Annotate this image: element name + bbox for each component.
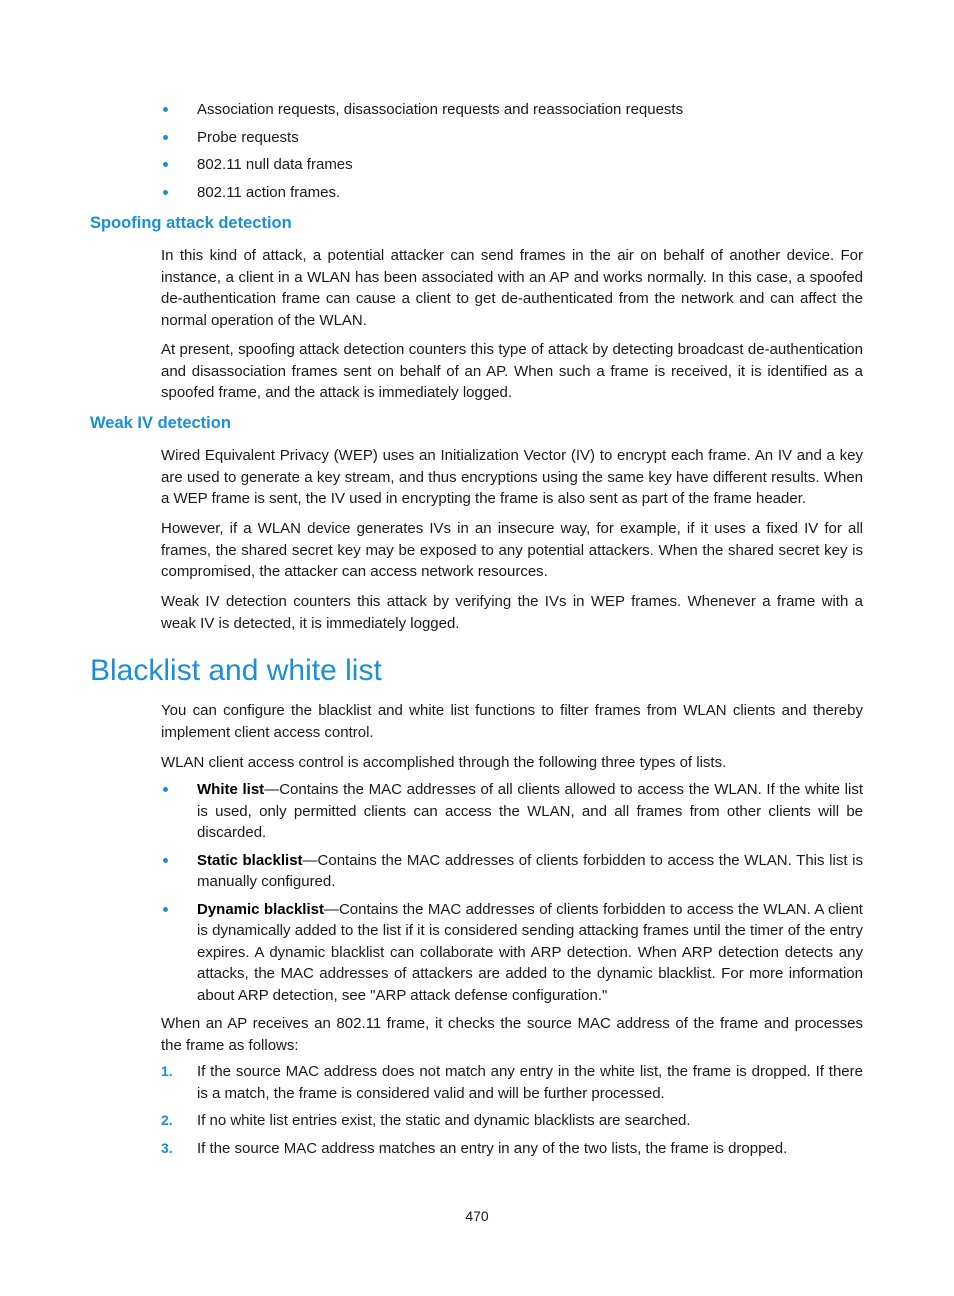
section-heading-weak-iv: Weak IV detection xyxy=(90,414,231,432)
paragraph: However, if a WLAN device generates IVs in an insecure way, for example, if it uses a fixed IV for all frames, the shared secret key may be exposed to any potential attackers. When the shared secret key is compromised, the attacker can access network resources. xyxy=(161,520,863,580)
bullet-icon xyxy=(163,907,168,912)
processing-steps xyxy=(161,1061,863,1159)
list-item xyxy=(161,154,863,176)
top-bullet-list xyxy=(161,99,863,203)
step-number: 3. xyxy=(161,1139,173,1156)
step-item xyxy=(161,1110,863,1132)
bullet-icon xyxy=(163,135,168,140)
bullet-icon xyxy=(163,787,168,792)
list-item xyxy=(161,850,863,893)
step-text: If no white list entries exist, the static and dynamic blacklists are searched. xyxy=(197,1112,691,1129)
term: Dynamic blacklist xyxy=(197,900,324,918)
bullet-icon xyxy=(163,190,168,195)
list-item xyxy=(161,127,863,149)
list-types xyxy=(161,779,863,1006)
list-item xyxy=(161,99,863,121)
step-number: 1. xyxy=(161,1063,173,1079)
term: White list xyxy=(197,781,265,798)
list-item xyxy=(161,899,863,1007)
paragraph: Weak IV detection counters this attack by verifying the IVs in WEP frames. Whenever a frame with a weak IV is detected, it is immediately logged. xyxy=(161,593,863,632)
paragraph: In this kind of attack, a potential attacker can send frames in the air on behalf of another device. For instance, a client in a WLAN has been associated with an AP and works normally. In this case, a spoofed de-authentication frame can cause a client to get de-authenticated from the network and can affect the normal operation of the WLAN. xyxy=(161,247,863,329)
list-item xyxy=(161,182,863,204)
definition: —Contains the MAC addresses of all clients allowed to access the WLAN. If the white list is used, only permitted clients can access the WLAN, and all frames from other clients will be discarded. xyxy=(197,781,864,841)
list-item-text: Association requests, disassociation requests and reassociation requests xyxy=(197,101,684,118)
step-item xyxy=(161,1138,863,1160)
term: Static blacklist xyxy=(197,851,303,869)
definition: —Contains the MAC addresses of clients forbidden to access the WLAN. This list is manually configured. xyxy=(197,851,863,890)
page-number: 470 xyxy=(465,1208,489,1224)
list-item-text: 802.11 null data frames xyxy=(197,156,353,173)
step-number: 2. xyxy=(161,1112,173,1128)
bullet-icon xyxy=(163,162,168,167)
paragraph: Wired Equivalent Privacy (WEP) uses an Initialization Vector (IV) to encrypt each frame. An IV and a key are used to generate a key stream, and thus encryptions using the same key have different results. When a WEP frame is sent, the IV used in encrypting the frame is also sent as part of the frame header. xyxy=(161,447,863,507)
step-item xyxy=(161,1061,863,1104)
section-heading-spoofing: Spoofing attack detection xyxy=(90,214,292,232)
definition: —Contains the MAC addresses of clients forbidden to access the WLAN. A client is dynamically added to the list if it is considered sending attacking frames until the timer of the entry expires. A dynamic blacklist can collaborate with ARP detection. When ARP detection detects any attacks, the MAC addresses of attackers are added to the dynamic blacklist. For more information about ARP detection, see "ARP attack defense configuration." xyxy=(197,900,863,1004)
paragraph: When an AP receives an 802.11 frame, it checks the source MAC address of the frame and processes the frame as follows: xyxy=(161,1015,863,1054)
step-text: If the source MAC address matches an entry in any of the two lists, the frame is dropped. xyxy=(197,1139,788,1157)
list-item-text: Probe requests xyxy=(197,128,299,146)
list-item xyxy=(161,779,863,844)
paragraph: WLAN client access control is accomplished through the following three types of lists. xyxy=(161,754,727,771)
bullet-icon xyxy=(163,858,168,863)
step-text: If the source MAC address does not match any entry in the white list, the frame is dropped. If there is a match, the frame is considered valid and will be further processed. xyxy=(197,1063,863,1102)
list-item-text: 802.11 action frames. xyxy=(197,183,341,201)
paragraph: At present, spoofing attack detection counters this type of attack by detecting broadcast de-authentication and disassociation frames sent on behalf of an AP. When such a frame is received, it is identified as a spoofed frame, and the attack is immediately logged. xyxy=(161,341,863,401)
bullet-icon xyxy=(163,107,168,112)
paragraph: You can configure the blacklist and white list functions to filter frames from WLAN clients and thereby implement client access control. xyxy=(161,702,863,741)
chapter-heading-blacklist: Blacklist and white list xyxy=(90,654,382,687)
